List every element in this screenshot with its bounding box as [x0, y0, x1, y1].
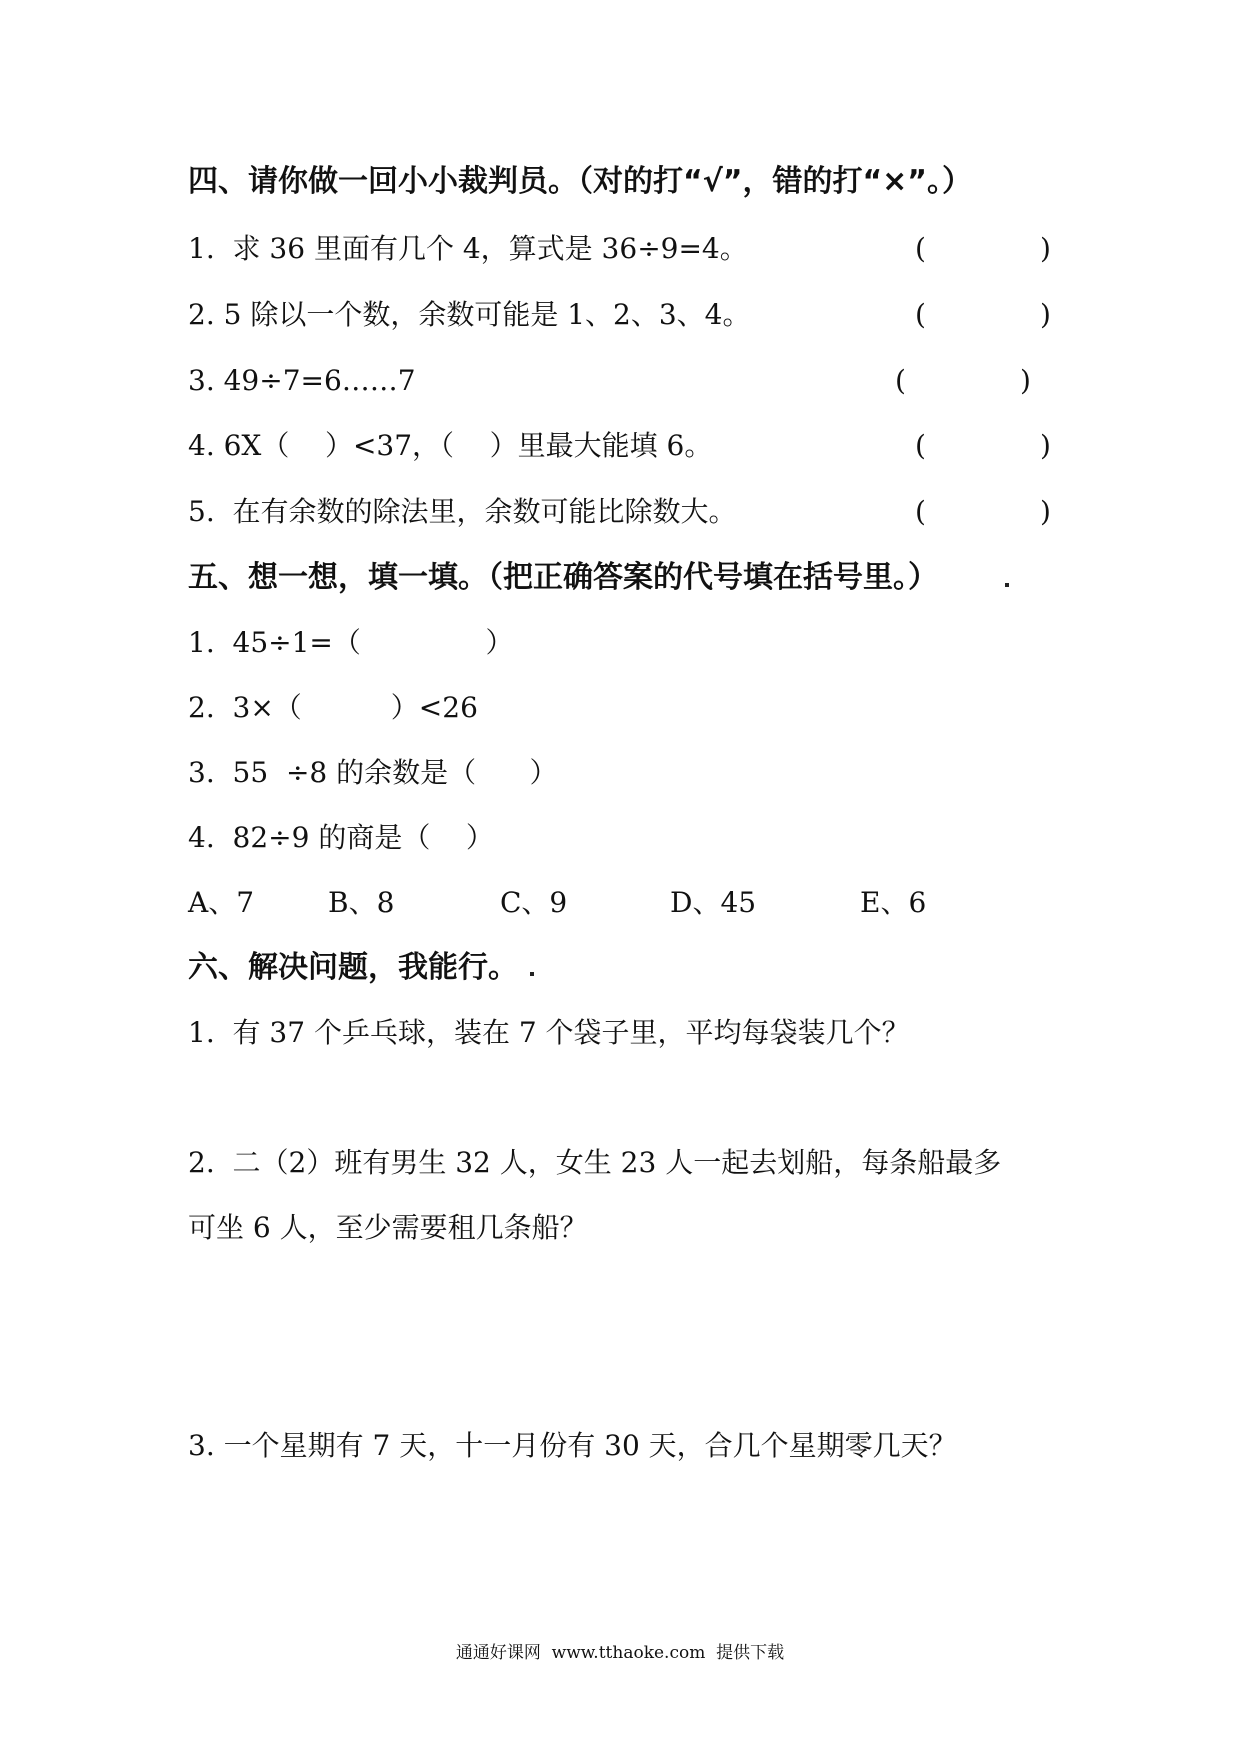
fill-item-4: 4. 82÷9 的商是（ ）	[188, 821, 494, 854]
problem-1: 1. 有 37 个乒乓球，装在 7 个袋子里，平均每袋装几个？	[188, 1016, 910, 1049]
answer-paren-close-1: )	[1040, 232, 1051, 265]
answer-paren-close-5: )	[1040, 495, 1051, 528]
section-5-heading: 五、想一想，填一填。（把正确答案的代号填在括号里。）	[188, 560, 938, 595]
section-4-heading: 四、请你做一回小小裁判员。（对的打“√”，错的打“×”。）	[188, 164, 973, 199]
fill-item-3: 3. 55 ÷8 的余数是（ ）	[188, 756, 558, 789]
stray-dot	[530, 972, 534, 976]
problem-2-line-2: 可坐 6 人，至少需要租几条船？	[188, 1211, 588, 1244]
option-a: A、7	[188, 886, 255, 919]
answer-paren-close-4: )	[1040, 429, 1051, 462]
option-c: C、9	[500, 886, 568, 919]
judge-item-4: 4. 6X（ ）<37，（ ）里最大能填 6。	[188, 429, 713, 462]
answer-paren-open-3: (	[895, 364, 906, 397]
stray-dot	[1005, 583, 1009, 587]
answer-paren-close-2: )	[1040, 298, 1051, 331]
answer-paren-open-1: (	[915, 232, 926, 265]
judge-item-5: 5. 在有余数的除法里，余数可能比除数大。	[188, 495, 737, 528]
answer-paren-close-3: )	[1020, 364, 1031, 397]
fill-item-1: 1. 45÷1=（ ）	[188, 626, 514, 659]
judge-item-2: 2. 5 除以一个数，余数可能是 1、2、3、4。	[188, 298, 751, 331]
problem-2-line-1: 2. 二（2）班有男生 32 人，女生 23 人一起去划船，每条船最多	[188, 1146, 1002, 1179]
problem-3: 3. 一个星期有 7 天，十一月份有 30 天，合几个星期零几天？	[188, 1429, 957, 1462]
judge-item-1: 1. 求 36 里面有几个 4，算式是 36÷9=4。	[188, 232, 748, 265]
option-e: E、6	[860, 886, 927, 919]
judge-item-3: 3. 49÷7=6……7	[188, 364, 416, 397]
footer-credit: 通通好课网 www.tthaoke.com 提供下载	[455, 1643, 785, 1663]
answer-paren-open-5: (	[915, 495, 926, 528]
section-6-heading: 六、解决问题，我能行。	[188, 950, 518, 985]
fill-item-2: 2. 3×（ ）<26	[188, 691, 478, 724]
option-d: D、45	[670, 886, 757, 919]
answer-paren-open-4: (	[915, 429, 926, 462]
answer-paren-open-2: (	[915, 298, 926, 331]
option-b: B、8	[328, 886, 395, 919]
